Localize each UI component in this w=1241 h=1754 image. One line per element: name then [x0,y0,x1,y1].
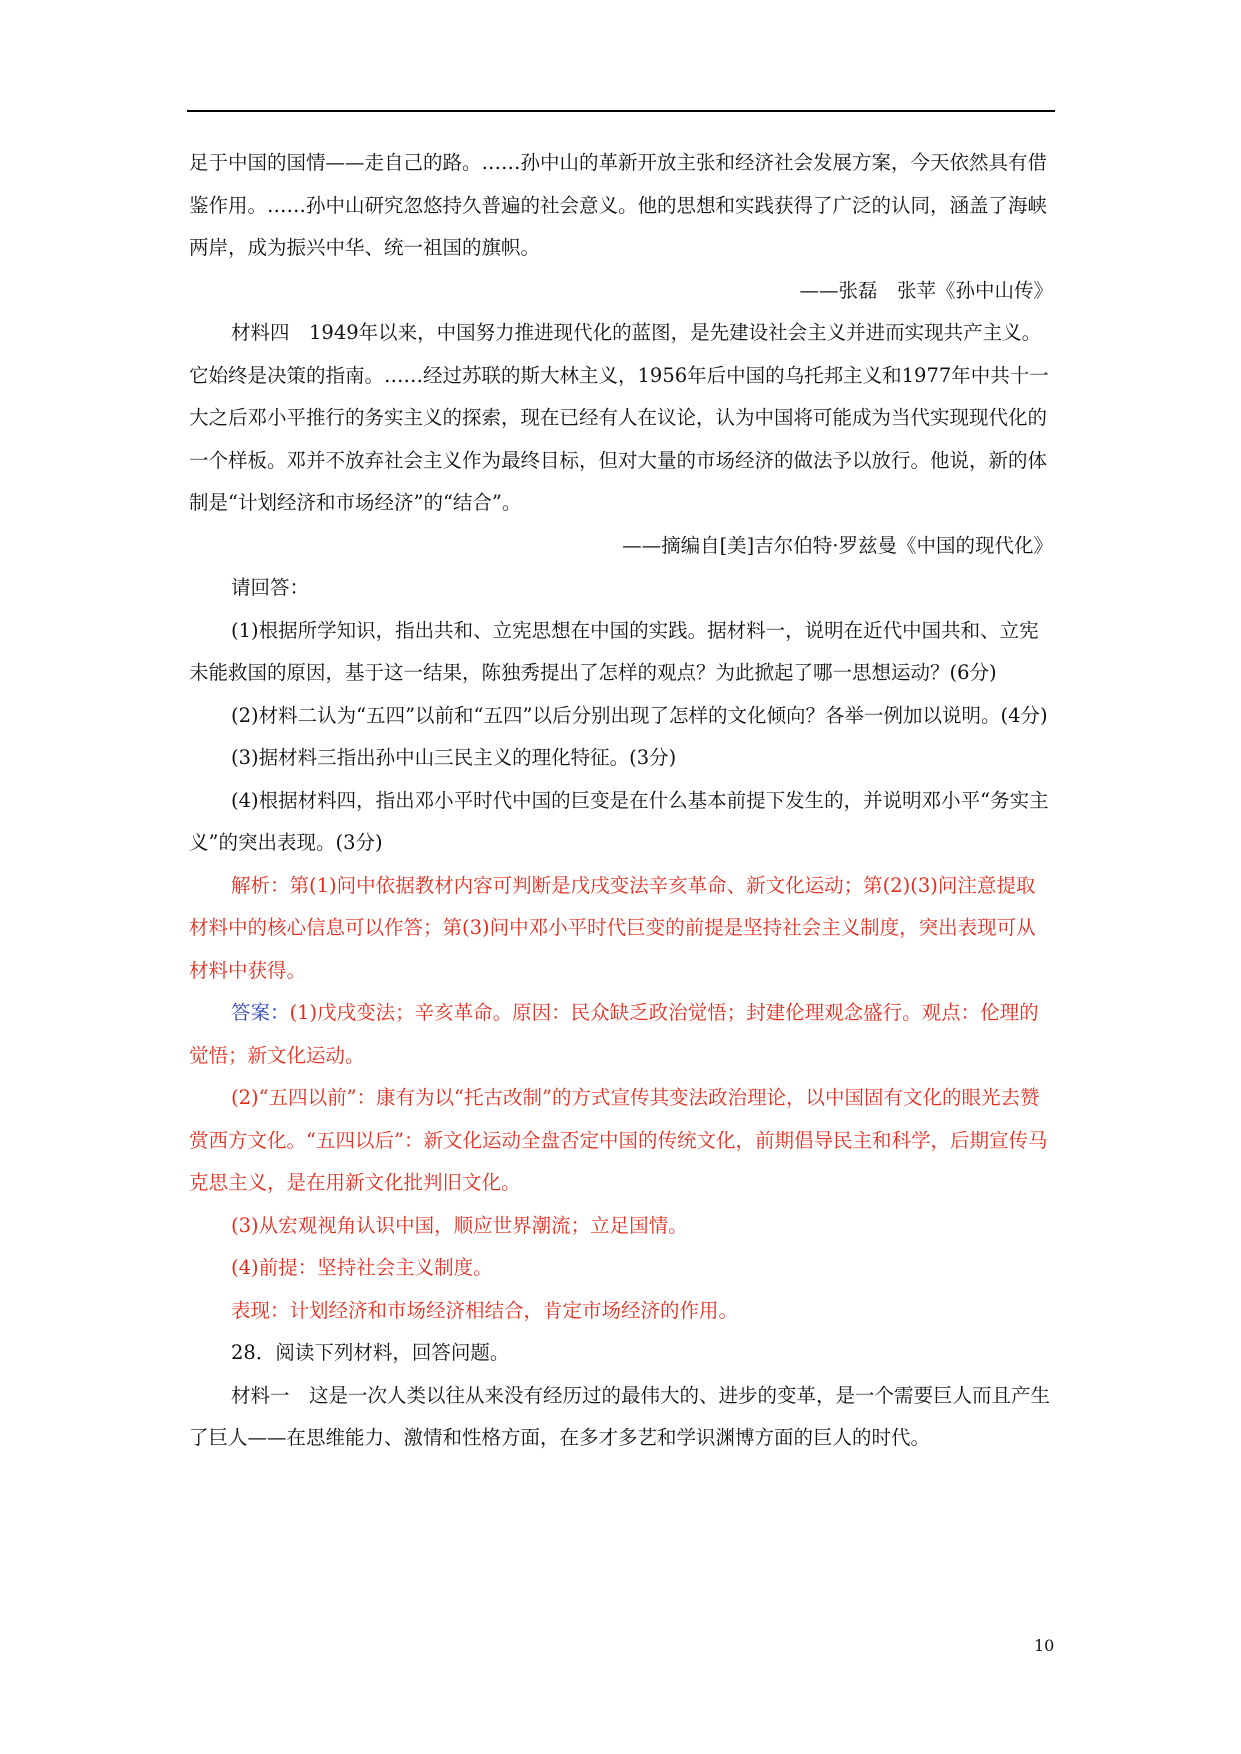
answer-text: 表现：计划经济和市场经济相结合，肯定市场经济的作用。 [231,1298,739,1322]
source-citation: ——张磊 张苹《孙中山传》 [799,278,1053,302]
answer-text: 第(1)问中依据教材内容可判断是戊戌变法辛亥革命、新文化运动；第(2)(3)问注意提取材料中的核心信息可以作答；第(3)问中邓小平时代巨变的前提是坚持社会主义制度，突出表现可从材料中获得。 [189,873,1036,982]
paragraph: (2)材料二认为“五四”以前和“五四”以后分别出现了怎样的文化倾向？各举一例加以说明。(4分) [231,703,1048,727]
answer-text: (3)从宏观视角认识中国，顺应世界潮流；立足国情。 [231,1213,688,1237]
answer-label: 解析： [231,873,290,897]
paragraph: 足于中国的国情——走自己的路。……孙中山的革新开放主张和经济社会发展方案，今天依然具有借鉴作用。……孙中山研究忽悠持久普遍的社会意义。他的思想和实践获得了广泛的认同，涵盖了海峡两岸，成为振兴中华、统一祖国的旗帜。 [189,151,1048,259]
paragraph: (1)根据所学知识，指出共和、立宪思想在中国的实践。据材料一，说明在近代中国共和、立宪未能救国的原因，基于这一结果，陈独秀提出了怎样的观点？为此掀起了哪一思想运动？(6分) [189,618,1039,684]
answer-paragraph [189,992,1053,1077]
answer-paragraph [189,1205,1053,1248]
paragraph: 请回答： [231,576,310,599]
source-citation: ——摘编自[美]吉尔伯特·罗兹曼《中国的现代化》 [622,533,1053,557]
paragraph: (3)据材料三指出孙中山三民主义的理化特征。(3分) [231,746,677,769]
header-rule [187,110,1055,112]
paragraph: 28．阅读下列材料，回答问题。 [231,1341,510,1364]
answer-paragraph [189,1247,1053,1290]
paragraph: 材料一 这是一次人类以往从来没有经历过的最伟大的、进步的变革，是一个需要巨人而且产生了巨人——在思维能力、激情和性格方面，在多才多艺和学识渊博方面的巨人的时代。 [189,1383,1051,1449]
answer-paragraph [189,1077,1053,1205]
answer-label: 答案： [231,1001,290,1024]
document-body [189,142,1053,1460]
paragraph: 材料四 1949年以来，中国努力推进现代化的蓝图，是先建设社会主义并进而实现共产主义。它始终是决策的指南。……经过苏联的斯大林主义，1956年后中国的乌托邦主义和1977年中共十一大之后邓小平推行的务实主义的探索，现在已经有人在议论，认为中国将可能成为当代实现现代化的一个样板。邓并不放弃社会主义作为最终目标，但对大量的市场经济的做法予以放行。他说，新的体制是“计划经济和市场经济”的“结合”。 [189,321,1049,514]
answer-paragraph [189,865,1053,993]
page-number: 10 [1034,1636,1055,1655]
paragraph: (4)根据材料四，指出邓小平时代中国的巨变是在什么基本前提下发生的，并说明邓小平“务实主义”的突出表现。(3分) [189,788,1049,854]
answer-text: (1)戊戌变法；辛亥革命。原因：民众缺乏政治觉悟；封建伦理观念盛行。观点：伦理的觉悟；新文化运动。 [189,1001,1039,1067]
answer-text: (4)前提：坚持社会主义制度。 [231,1256,493,1279]
answer-paragraph [189,1290,1053,1333]
answer-text: (2)“五四以前”：康有为以“托古改制”的方式宣传其变法政治理论，以中国固有文化的眼光去赞赏西方文化。“五四以后”：新文化运动全盘否定中国的传统文化，前期倡导民主和科学，后期宣传马克思主义，是在用新文化批判旧文化。 [189,1086,1048,1194]
